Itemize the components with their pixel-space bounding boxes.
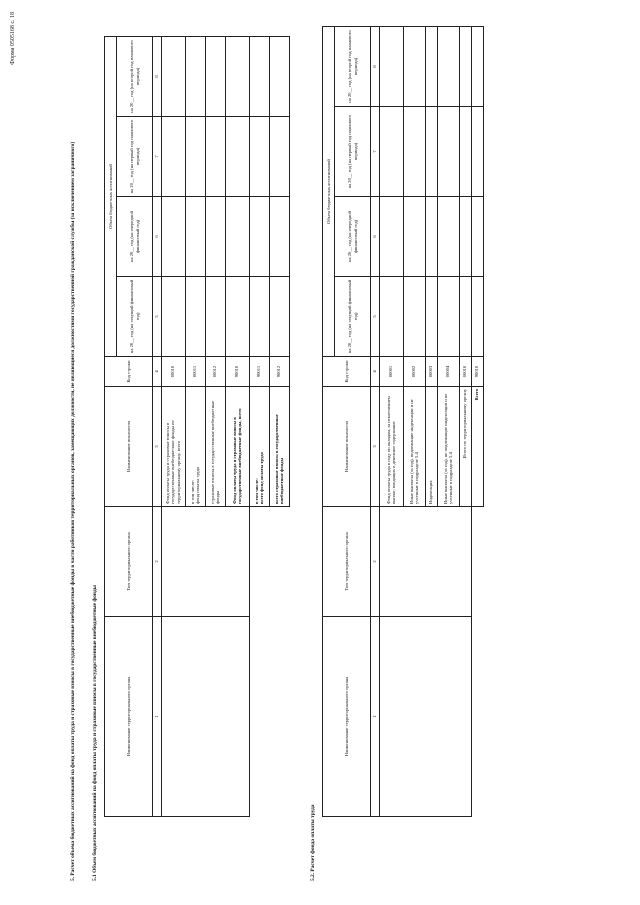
- value-cell[interactable]: [403, 197, 425, 277]
- value-cell[interactable]: [161, 277, 185, 357]
- value-cell[interactable]: [269, 277, 289, 357]
- row-label: всего страховые взносы в государственные внебюджетные фонды: [269, 387, 289, 507]
- row-sublabel: фонд оплаты труда: [195, 466, 200, 504]
- row-code: 00010: [459, 357, 471, 387]
- value-cell[interactable]: [205, 117, 225, 197]
- value-cell[interactable]: [225, 117, 249, 197]
- row-label: Фонд оплаты труда и страховые взносы в государственные внебюджетные фонды по территориальному органу, всего: [161, 387, 185, 507]
- value-cell[interactable]: [471, 277, 483, 357]
- value-cell[interactable]: [249, 197, 269, 277]
- row-label: Итого по территориальному органу: [459, 387, 471, 507]
- table-row: [161, 36, 185, 816]
- value-cell[interactable]: [225, 36, 249, 116]
- header-volume: Объем бюджетных ассигнований: [105, 36, 117, 356]
- col-num: 2: [371, 507, 380, 617]
- col-num: 4: [153, 357, 162, 387]
- value-cell[interactable]: [249, 36, 269, 116]
- value-cell[interactable]: [403, 26, 425, 106]
- col-num: 6: [153, 197, 162, 277]
- row-label: Иные выплаты (за год), подлежащие индексации и не учтенные в подразделе 5.4: [403, 387, 425, 507]
- value-cell[interactable]: [379, 26, 403, 106]
- row-code: 00003: [425, 357, 437, 387]
- value-cell[interactable]: [425, 277, 437, 357]
- row-code: 00001: [379, 357, 403, 387]
- value-cell[interactable]: [161, 36, 185, 116]
- value-cell[interactable]: [185, 117, 205, 197]
- value-cell[interactable]: [459, 26, 471, 106]
- header-row-code: Код строки: [323, 357, 371, 387]
- col-num: 7: [371, 107, 380, 197]
- table-row: [249, 36, 269, 816]
- value-cell[interactable]: [205, 277, 225, 357]
- value-cell[interactable]: [205, 36, 225, 116]
- row-code: 00002: [403, 357, 425, 387]
- col-num: 3: [371, 387, 380, 507]
- table-5-2: [322, 26, 484, 817]
- value-cell[interactable]: [269, 36, 289, 116]
- org-name-cell[interactable]: [161, 617, 249, 817]
- value-cell[interactable]: [459, 107, 471, 197]
- org-name-cell[interactable]: [379, 617, 471, 817]
- row-label: [249, 387, 269, 507]
- table-row: [471, 26, 483, 816]
- row-sublabel: в том числе:: [253, 478, 259, 504]
- row-label: Фонд оплаты труда в году по окладам, за исключением выплат, входящих в денежное содержание: [379, 387, 403, 507]
- row-label: [185, 387, 205, 507]
- row-label: страховые взносы в государственные внебюджетные фонды: [205, 387, 225, 507]
- value-cell[interactable]: [185, 277, 205, 357]
- row-sublabel: в том числе:: [189, 480, 195, 504]
- header-year-1: на 20__ год (на текущий финансовый год): [335, 277, 371, 357]
- section-heading: 5. Расчет объема бюджетных ассигнований на фонд оплаты труда и страховые взносы в государственные внебюджетные фонды в части работников территориальных органов, замещающих должности, не являющиеся должностями государственной гражданской службы (за исключением заграничного): [70, 141, 76, 881]
- header-year-3: на 20__ год (на первый год планового периода): [335, 107, 371, 197]
- col-num: 6: [371, 197, 380, 277]
- value-cell[interactable]: [459, 277, 471, 357]
- header-org-type: Тип территориального органа: [323, 507, 371, 617]
- table-5-1: [104, 36, 290, 817]
- value-cell[interactable]: [425, 107, 437, 197]
- col-num: 1: [371, 617, 380, 817]
- value-cell[interactable]: [205, 197, 225, 277]
- value-cell[interactable]: [403, 277, 425, 357]
- value-cell[interactable]: [437, 107, 459, 197]
- value-cell[interactable]: [225, 197, 249, 277]
- row-label: Индексация: [425, 387, 437, 507]
- col-num: 7: [153, 117, 162, 197]
- header-indicator: Наименование показателя: [105, 387, 153, 507]
- value-cell[interactable]: [471, 26, 483, 106]
- header-year-3: на 20__ год (на первый год планового периода): [117, 117, 153, 197]
- org-type-cell[interactable]: [379, 507, 471, 617]
- value-cell[interactable]: [269, 197, 289, 277]
- col-num: 8: [153, 36, 162, 116]
- col-num: 5: [153, 277, 162, 357]
- header-org-type: Тип территориального органа: [105, 507, 153, 617]
- header-indicator: Наименование показателя: [323, 387, 371, 507]
- table-row: [379, 26, 403, 816]
- header-year-4: на 20__ год (на второй год планового периода): [335, 26, 371, 106]
- value-cell[interactable]: [161, 117, 185, 197]
- table-row: [269, 36, 289, 816]
- header-year-4: на 20__ год (на второй год планового периода): [117, 36, 153, 116]
- value-cell[interactable]: [225, 277, 249, 357]
- value-cell[interactable]: [379, 277, 403, 357]
- value-cell[interactable]: [403, 107, 425, 197]
- col-num: 1: [153, 617, 162, 817]
- header-year-1: на 20__ год (на текущий финансовый год): [117, 277, 153, 357]
- section2-title: 5.2. Расчет фонда оплаты труда: [310, 804, 316, 881]
- header-year-2: на 20__ год (на очередной финансовый год): [335, 197, 371, 277]
- value-cell[interactable]: [249, 277, 269, 357]
- value-cell[interactable]: [379, 107, 403, 197]
- value-cell[interactable]: [185, 36, 205, 116]
- row-code: 90010: [471, 357, 483, 387]
- value-cell[interactable]: [459, 197, 471, 277]
- row-code: 90011: [249, 357, 269, 387]
- col-num: 4: [371, 357, 380, 387]
- header-org-name: Наименование территориального органа: [323, 617, 371, 817]
- row-code: 90010: [225, 357, 249, 387]
- row-label: Иные выплаты (за год), не подлежащие индексации и не учтенные в подразделе 5.4: [437, 387, 459, 507]
- header-row-code: Код строки: [105, 357, 153, 387]
- col-num: 2: [153, 507, 162, 617]
- row-label: Фонд оплаты труда и страховые взносы в государственные внебюджетные фонды, всего: [225, 387, 249, 507]
- row-code: 90012: [269, 357, 289, 387]
- header-org-name: Наименование территориального органа: [105, 617, 153, 817]
- value-cell[interactable]: [161, 197, 185, 277]
- header-year-2: на 20__ год (на очередной финансовый год): [117, 197, 153, 277]
- org-type-cell[interactable]: [161, 507, 249, 617]
- value-cell[interactable]: [437, 197, 459, 277]
- value-cell[interactable]: [471, 197, 483, 277]
- row-code: 00004: [437, 357, 459, 387]
- form-code: Форма 0505168 с. 18: [10, 12, 16, 65]
- value-cell[interactable]: [437, 26, 459, 106]
- value-cell[interactable]: [379, 197, 403, 277]
- col-num: 3: [153, 387, 162, 507]
- value-cell[interactable]: [437, 277, 459, 357]
- value-cell[interactable]: [425, 197, 437, 277]
- section1-title: 5.1 Объем бюджетных ассигнований на фонд оплаты труда и страховые взносы в государственные внебюджетные фонды: [92, 585, 98, 881]
- row-sublabel: всего фонд оплаты труда: [259, 452, 264, 504]
- row-code: 00012: [205, 357, 225, 387]
- row-label: Всего: [471, 387, 483, 507]
- row-code: 00010: [161, 357, 185, 387]
- value-cell[interactable]: [249, 117, 269, 197]
- col-num: 5: [371, 277, 380, 357]
- row-code: 00011: [185, 357, 205, 387]
- header-volume: Объем бюджетных ассигнований: [323, 26, 335, 356]
- col-num: 8: [371, 26, 380, 106]
- value-cell[interactable]: [425, 26, 437, 106]
- value-cell[interactable]: [471, 107, 483, 197]
- value-cell[interactable]: [269, 117, 289, 197]
- value-cell[interactable]: [185, 197, 205, 277]
